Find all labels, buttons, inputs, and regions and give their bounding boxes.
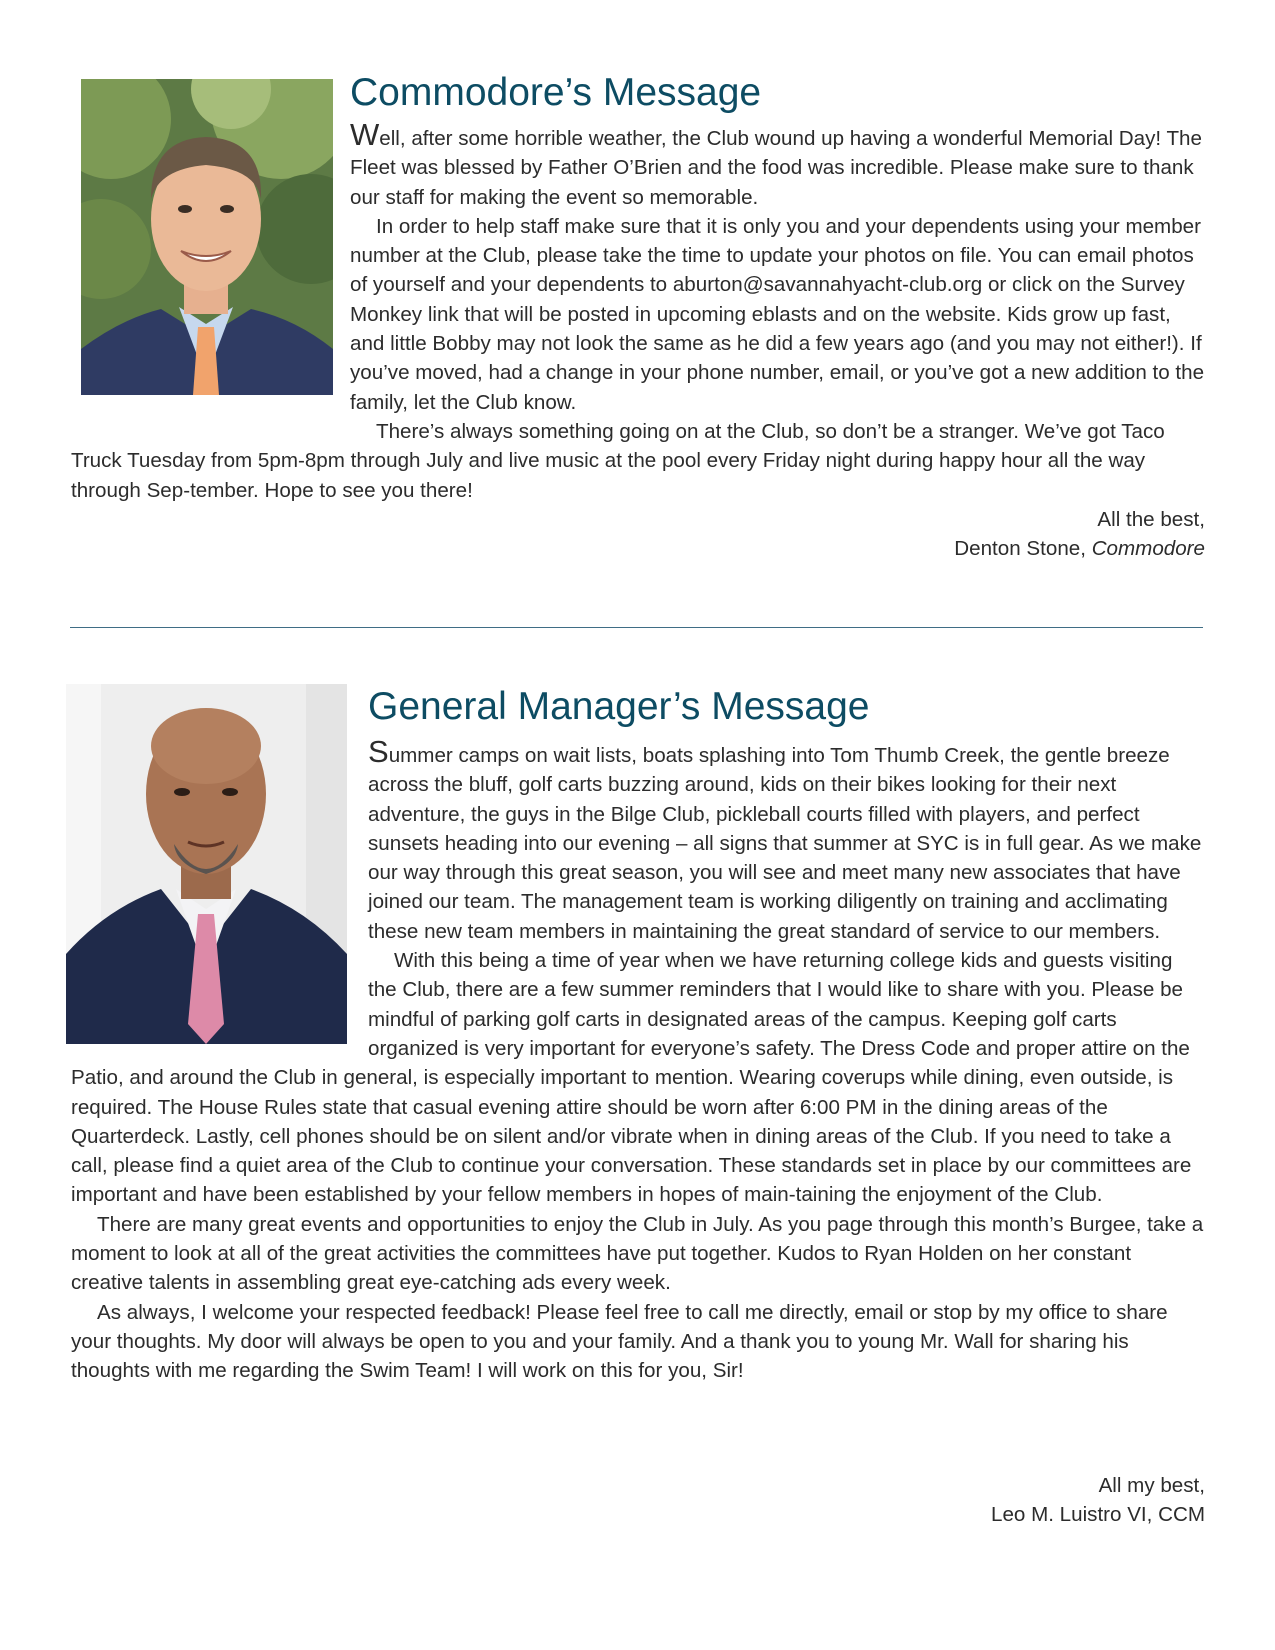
commodore-paragraph-2: In order to help staff make sure that it is only you and your dependents using your member number at the Club, please take the time to update your photos on file. You can email photos of yourself and your dependents to aburton@savannahyacht-club.org or click on the Survey Monkey link that will be posted in upcoming eblasts and on the website. Kids grow up fast, and little Bobby may not look the same as he did a few years ago (and you may not either!). If you’ve moved, had a change in your phone number, email, or you’ve got a new addition to the family, let the Club know.	[350, 214, 1205, 414]
commodore-signoff	[954, 505, 1205, 564]
general-manager-paragraph-2: With this being a time of year when we have returning college kids and guests visiting the Club, there are a few summer reminders that I would like to share with you. Please be mindful of parking golf carts in designated areas of the campus. Keeping golf carts organized is very important for everyone’s safety. The Dress Code and proper attire on the Patio, and around the Club in general, is especially important to mention. Wearing coverups while dining, even outside, is required. The House Rules state that casual evening attire should be worn after 6:00 PM in the dining areas of the Quarterdeck. Lastly, cell phones should be on silent and/or vibrate when in dining areas of the Club. If you need to take a call, please find a quiet area of the Club to continue your conversation. These standards set in place by our committees are important and have been established by your fellow members in hopes of main-taining the enjoyment of the Club.	[71, 949, 1192, 1207]
section-divider	[70, 627, 1203, 628]
commodore-body	[71, 117, 1205, 505]
general-manager-paragraph-3: There are many great events and opportunities to enjoy the Club in July. As you page through this month’s Burgee, take a moment to look at all of the great activities the committees have put together. Kudos to Ryan Holden on her constant creative talents in assembling great eye-catching ads every week.	[71, 1212, 1204, 1295]
commodore-title: Commodore’s Message	[350, 71, 762, 114]
general-manager-signoff	[991, 1471, 1205, 1530]
commodore-closing: All the best,	[1097, 508, 1205, 531]
general-manager-body	[71, 734, 1205, 1386]
commodore-paragraph-3: There’s always something going on at the Club, so don’t be a stranger. We’ve got Taco Truck Tuesday from 5pm-8pm through July and live music at the pool every Friday night during happy hour all the way through Sep-tember. Hope to see you there!	[71, 419, 1165, 502]
general-manager-title: General Manager’s Message	[368, 685, 870, 728]
commodore-role: Commodore	[1091, 537, 1205, 561]
general-manager-closing: All my best,	[1098, 1474, 1205, 1497]
commodore-signature: Denton Stone, Commodore	[954, 537, 1205, 561]
commodore-paragraph-1: Well, after some horrible weather, the Club wound up having a wonderful Memorial Day! The Fleet was blessed by Father O’Brien and the food was incredible. Please make sure to thank our staff for making the event so memorable.	[350, 117, 1202, 209]
commodore-dropcap: W	[350, 117, 380, 152]
general-manager-paragraph-4: As always, I welcome your respected feedback! Please feel free to call me directly, email or stop by my office to share your thoughts. My door will always be open to you and your family. And a thank you to young Mr. Wall for sharing his thoughts with me regarding the Swim Team! I will work on this for you, Sir!	[71, 1300, 1168, 1383]
general-manager-paragraph-1: Summer camps on wait lists, boats splashing into Tom Thumb Creek, the gentle breeze across the bluff, golf carts buzzing around, kids on their bikes looking for their next adventure, the guys in the Bilge Club, pickleball courts filled with players, and perfect sunsets heading into our evening – all signs that summer at SYC is in full gear. As we make our way through this great season, you will see and meet many new associates that have joined our team. The management team is working diligently on training and acclimating these new team members in maintaining the great standard of service to our members.	[368, 734, 1202, 943]
general-manager-dropcap: S	[368, 734, 389, 769]
general-manager-signature: Leo M. Luistro VI, CCM	[990, 1503, 1205, 1527]
